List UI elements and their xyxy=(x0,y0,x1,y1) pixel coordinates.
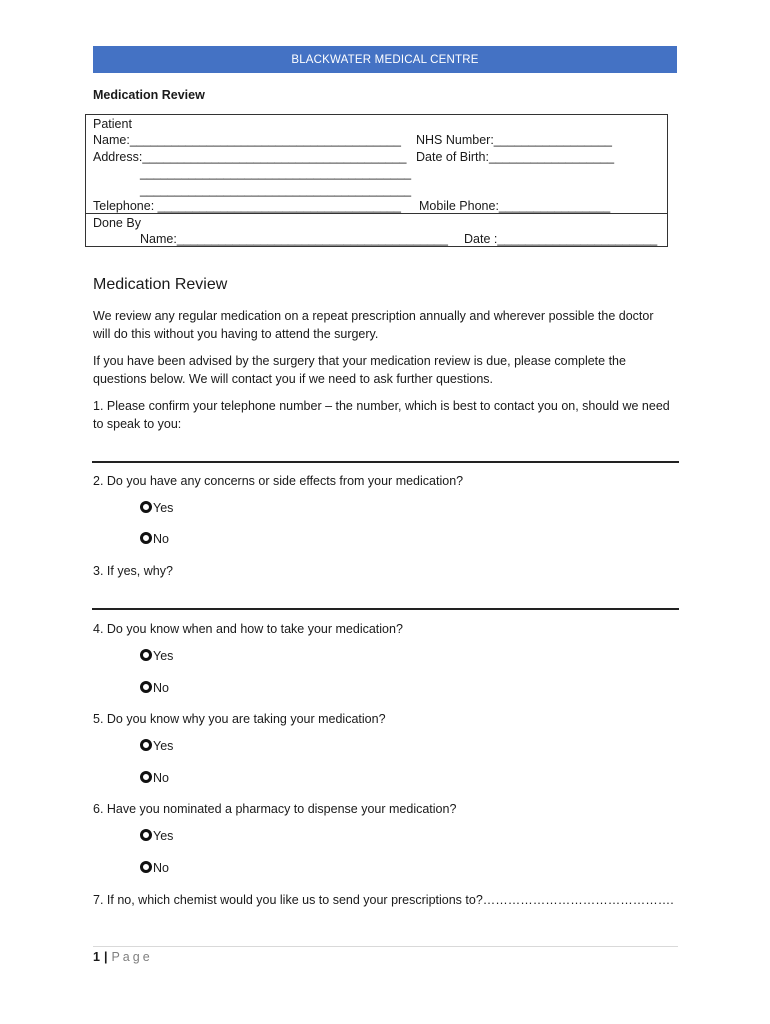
radio-icon[interactable] xyxy=(140,771,152,783)
question-1: 1. Please confirm your telephone number – the number, which is best to contact you on, should we need to speak to you: xyxy=(93,399,670,431)
telephone-field[interactable]: Telephone: ___________________________________ xyxy=(93,199,401,213)
form-subtitle: Medication Review xyxy=(93,88,205,102)
radio-icon[interactable] xyxy=(140,681,152,693)
section-title: Medication Review xyxy=(93,276,228,293)
q4-no-option[interactable] xyxy=(140,681,169,695)
q5-no-option[interactable] xyxy=(140,771,169,785)
page-number: 1 xyxy=(93,950,100,964)
q6-yes-option[interactable] xyxy=(140,829,173,843)
q6-yes-label: Yes xyxy=(153,829,174,843)
done-by-name-field[interactable]: Name:_______________________________________ xyxy=(140,232,448,246)
question-3: 3. If yes, why? xyxy=(93,564,173,578)
radio-icon[interactable] xyxy=(140,861,152,873)
question-5: 5. Do you know why you are taking your medication? xyxy=(93,712,386,726)
answer-line-q1[interactable] xyxy=(92,461,679,463)
q2-yes-option[interactable] xyxy=(140,501,173,515)
footer-separator: | xyxy=(103,950,108,964)
patient-label: Patient xyxy=(93,117,132,131)
q6-no-option[interactable] xyxy=(140,861,169,875)
q2-yes-label: Yes xyxy=(153,501,174,515)
radio-icon[interactable] xyxy=(140,829,152,841)
practice-name: BLACKWATER MEDICAL CENTRE xyxy=(291,53,479,66)
q4-no-label: No xyxy=(153,681,169,695)
q5-no-label: No xyxy=(153,771,169,785)
answer-line-q3[interactable] xyxy=(92,608,679,610)
q6-no-label: No xyxy=(153,861,169,875)
intro-paragraph-2: If you have been advised by the surgery that your medication review is due, please complete the questions below. We will contact you if we need to ask further questions. xyxy=(93,354,626,386)
header-banner xyxy=(93,46,677,73)
address-line-3[interactable]: _______________________________________ xyxy=(140,183,412,197)
q2-no-option[interactable] xyxy=(140,532,169,546)
page-label: Page xyxy=(111,950,153,964)
question-4: 4. Do you know when and how to take your medication? xyxy=(93,622,403,636)
footer-divider xyxy=(93,946,678,947)
q5-yes-option[interactable] xyxy=(140,739,173,753)
radio-icon[interactable] xyxy=(140,501,152,513)
patient-name-field[interactable]: Name:_______________________________________ xyxy=(93,133,401,147)
radio-icon[interactable] xyxy=(140,739,152,751)
q4-yes-label: Yes xyxy=(153,649,174,663)
question-6: 6. Have you nominated a pharmacy to dispense your medication? xyxy=(93,802,457,816)
address-field[interactable]: Address:______________________________________ xyxy=(93,150,407,164)
date-of-birth-field[interactable]: Date of Birth:__________________ xyxy=(416,150,615,164)
q5-yes-label: Yes xyxy=(153,739,174,753)
done-by-date-field[interactable]: Date :_______________________ xyxy=(464,232,658,246)
nhs-number-field[interactable]: NHS Number:_________________ xyxy=(416,133,612,147)
intro-paragraph-1: We review any regular medication on a repeat prescription annually and wherever possible the doctor will do this without you having to attend the surgery. xyxy=(93,309,654,341)
question-2: 2. Do you have any concerns or side effects from your medication? xyxy=(93,474,464,488)
radio-icon[interactable] xyxy=(140,532,152,544)
question-7: 7. If no, which chemist would you like us to send your prescriptions to?………………………………………. xyxy=(93,893,674,907)
radio-icon[interactable] xyxy=(140,649,152,661)
page-footer xyxy=(93,950,153,964)
q2-no-label: No xyxy=(153,532,169,546)
done-by-label: Done By xyxy=(93,216,141,230)
mobile-phone-field[interactable]: Mobile Phone:________________ xyxy=(419,199,611,213)
address-line-2[interactable]: _______________________________________ xyxy=(140,166,412,180)
q4-yes-option[interactable] xyxy=(140,649,173,663)
